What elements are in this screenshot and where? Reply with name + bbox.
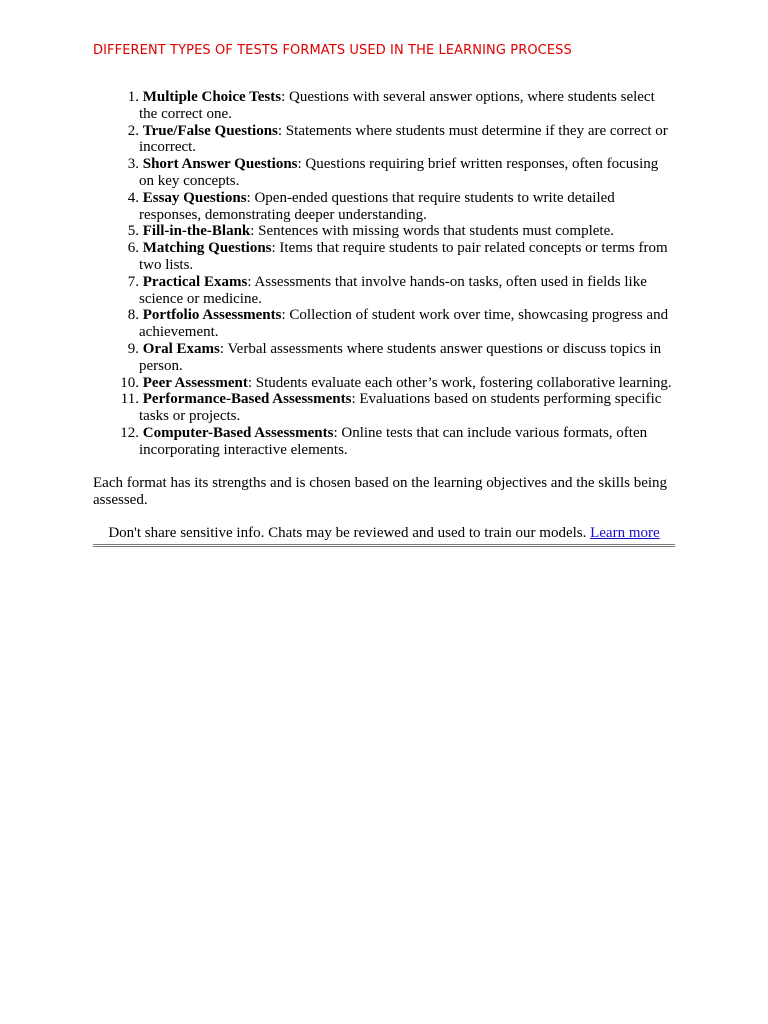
summary-paragraph: Each format has its strengths and is chosen based on the learning objectives and the skills being assessed. [93,474,668,508]
list-item-term: Peer Assessment [142,374,248,391]
list-item-term: Oral Exams [142,340,220,357]
list-item-number: 5. [127,223,139,240]
list-item [93,307,675,341]
list-item [93,123,675,157]
list-item-description: : Assessments that involve hands-on tasks, often used in fields like science or medicine. [139,273,647,307]
list-item [93,341,675,375]
list-item-number: 12. [120,424,139,441]
list-item-term: Computer-Based Assessments [142,424,334,441]
list-item-number: 9. [127,340,139,357]
list-item-term: Portfolio Assessments [142,307,282,324]
list-item-description: : Questions with several answer options, where students select the correct one. [139,89,655,122]
list-item [93,391,675,425]
list-item-description: : Questions requiring brief written responses, often focusing on key concepts. [139,156,659,189]
list-item [93,240,675,274]
list-item [93,425,675,459]
document-title: DIFFERENT TYPES OF TESTS FORMATS USED IN THE LEARNING PROCESS [93,43,572,58]
disclaimer-notice [93,525,675,547]
list-item-term: Performance-Based Assessments [142,391,352,408]
list-item-term: Short Answer Questions [142,156,298,173]
list-item [93,89,675,123]
list-item-description: : Items that require students to pair related concepts or terms from two lists. [139,240,668,273]
list-item-description: : Students evaluate each other’s work, fostering collaborative learning. [247,374,672,391]
list-item-number: 2. [127,122,139,139]
list-item-number: 10. [120,374,139,391]
list-item-description: : Evaluations based on students performing specific tasks or projects. [139,391,662,425]
list-item [93,223,675,240]
list-item-number: 1. [127,89,139,105]
list-item-number: 11. [120,391,139,408]
list-item-number: 7. [127,273,139,290]
list-item-number: 8. [127,307,139,324]
list-item-description: : Sentences with missing words that students must complete. [250,223,614,240]
list-item-term: Matching Questions [142,240,272,257]
list-item-description: : Collection of student work over time, showcasing progress and achievement. [139,307,669,341]
list-item-number: 6. [127,240,139,257]
list-item [93,156,675,190]
list-item [93,190,675,224]
test-formats-list [93,89,675,459]
list-item-term: Practical Exams [142,273,248,290]
list-item-description: : Online tests that can include various formats, often incorporating interactive elements. [139,424,648,458]
list-item-term: Essay Questions [142,189,247,206]
learn-more-link[interactable]: Learn more [590,524,660,541]
list-item-term: Fill-in-the-Blank [142,223,251,240]
list-item-description: : Statements where students must determine if they are correct or incorrect. [139,122,668,156]
list-item-description: : Verbal assessments where students answer questions or discuss topics in person. [139,340,662,374]
document-page [93,42,675,547]
list-item-term: Multiple Choice Tests [142,89,282,105]
disclaimer-text: Don't share sensitive info. Chats may be reviewed and used to train our models. [108,524,587,541]
list-item-number: 4. [127,189,139,206]
list-item [93,274,675,308]
list-item-number: 3. [127,156,139,173]
list-item-term: True/False Questions [142,122,278,139]
list-item [93,375,675,392]
list-item-description: : Open-ended questions that require students to write detailed responses, demonstrating deeper understanding. [139,189,615,223]
